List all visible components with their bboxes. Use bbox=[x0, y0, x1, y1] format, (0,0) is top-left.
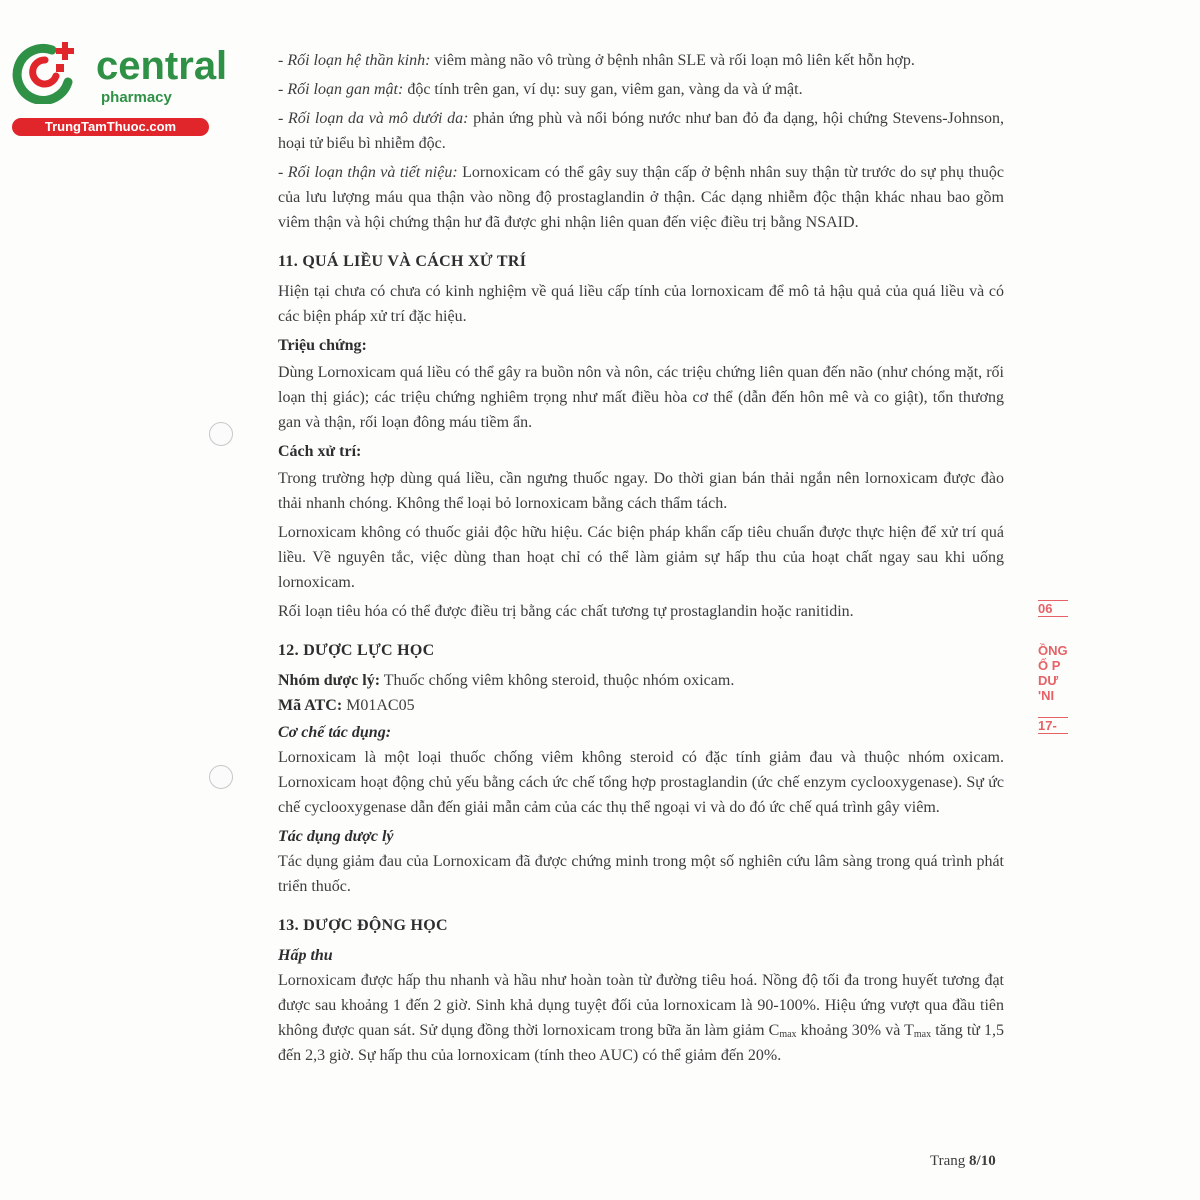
section-11-title: 11. QUÁ LIỀU VÀ CÁCH XỬ TRÍ bbox=[278, 253, 527, 270]
group-label: Nhóm dược lý: bbox=[278, 672, 381, 689]
treatment-text-3: Rối loạn tiêu hóa có thể được điều trị bằng các chất tương tự prostaglandin hoặc ranitidin. bbox=[278, 603, 854, 620]
page-number bbox=[930, 1153, 996, 1170]
item-text: độc tính trên gan, ví dụ: suy gan, viêm gan, vàng da và ứ mật. bbox=[403, 81, 803, 98]
tmax-subscript: max bbox=[913, 1029, 932, 1040]
document-body bbox=[278, 48, 1004, 1072]
symptoms-heading: Triệu chứng: bbox=[278, 337, 367, 354]
treatment-text-1: Trong trường hợp dùng quá liều, cần ngưng thuốc ngay. Do thời gian bán thải ngắn nên lornoxicam được đào thải nhanh chóng. Không thể loại bỏ lornoxicam bằng cách thẩm tách. bbox=[278, 470, 1004, 512]
stamp-line: DƯ bbox=[1038, 673, 1059, 688]
adverse-effect-item bbox=[278, 77, 1004, 102]
logo-site-banner: TrungTamThuoc.com bbox=[12, 118, 209, 136]
overdose-intro: Hiện tại chưa có chưa có kinh nghiệm về quá liều cấp tính của lornoxicam để mô tả hậu quả của quá liều và có các biện pháp xử trí đặc hiệu. bbox=[278, 283, 1004, 325]
adverse-effect-item bbox=[278, 160, 1004, 235]
stamp-line: Ố P bbox=[1038, 658, 1061, 673]
absorption-part: tăng từ 1,5 đến 2,3 giờ. Sự hấp thu của lornoxicam (tính theo AUC) có thể giảm đến 20%. bbox=[278, 1022, 1005, 1064]
section-13-title: 13. DƯỢC ĐỘNG HỌC bbox=[278, 917, 448, 934]
absorption-heading: Hấp thu bbox=[278, 947, 333, 964]
item-text: phản ứng phù và nổi bóng nước như ban đỏ đa dạng, hội chứng Stevens-Johnson, hoại tử biểu bì nhiễm độc. bbox=[278, 110, 1005, 152]
stamp-line: ỒNG bbox=[1038, 643, 1068, 658]
absorption-text bbox=[278, 968, 1004, 1068]
atc-label: Mã ATC: bbox=[278, 697, 343, 714]
item-text: viêm màng não vô trùng ở bệnh nhân SLE và rối loạn mô liên kết hỗn hợp. bbox=[430, 52, 915, 69]
mechanism-heading: Cơ chế tác dụng: bbox=[278, 724, 392, 741]
absorption-part: Lornoxicam được hấp thu nhanh và hầu như hoàn toàn từ đường tiêu hoá. Nồng độ tối đa trong huyết tương đạt được sau khoảng 1 đến 2 giờ. Sinh khả dụng tuyệt đối của lornoxicam là 90-100%. Hiệu ứng vượt qua đầu tiên không được quan sát. Sử dụng đồng thời lornoxicam trong bữa ăn làm giảm C bbox=[278, 972, 1004, 1039]
group-value: Thuốc chống viêm không steroid, thuộc nhóm oxicam. bbox=[380, 672, 735, 689]
item-label: - Rối loạn hệ thần kinh: bbox=[278, 52, 431, 69]
adverse-effect-item bbox=[278, 106, 1004, 156]
cmax-subscript: max bbox=[779, 1029, 797, 1040]
section-12-title: 12. DƯỢC LỰC HỌC bbox=[278, 642, 435, 659]
treatment-text-2: Lornoxicam không có thuốc giải độc hữu hiệu. Các biện pháp khẩn cấp tiêu chuẩn được thực hiện để xử trí quá liều. Về nguyên tắc, việc dùng than hoạt chỉ có thể làm giảm sự hấp thu của hoạt chất ngay sau khi uống lornoxicam. bbox=[278, 524, 1004, 591]
mechanism-text: Lornoxicam là một loại thuốc chống viêm không steroid có đặc tính giảm đau và thuộc nhóm oxicam. Lornoxicam hoạt động chủ yếu bằng cách ức chế tổng hợp prostaglandin (ức chế enzym cyclooxygenase). Sự ức chế cyclooxygenase dẫn đến giải mẫn cảm của các thụ thể ngoại vi và do đó ức chế quá trình gây viêm. bbox=[278, 749, 1004, 816]
effect-text: Tác dụng giảm đau của Lornoxicam đã được chứng minh trong một số nghiên cứu lâm sàng trong quá trình phát triển thuốc. bbox=[278, 853, 1004, 895]
stamp-line: 06 bbox=[1038, 600, 1068, 617]
effect-heading: Tác dụng dược lý bbox=[278, 828, 394, 845]
logo-name: central bbox=[96, 44, 228, 88]
pharmacy-cross-logo-icon bbox=[12, 38, 78, 104]
central-pharmacy-logo[interactable] bbox=[12, 38, 228, 138]
treatment-heading: Cách xử trí: bbox=[278, 443, 362, 460]
stamp-line: 'NI bbox=[1038, 688, 1055, 703]
page-value: 8/10 bbox=[969, 1153, 996, 1169]
punch-hole-top bbox=[209, 422, 233, 446]
item-text: Lornoxicam có thể gây suy thận cấp ở bệnh nhân suy thận từ trước do sự phụ thuộc của lưu lượng máu qua thận vào nồng độ prostaglandin ở thận. Các dạng nhiễm độc thận khác nhau bao gồm viêm thận và hội chứng thận hư đã được ghi nhận liên quan đến việc điều trị bằng NSAID. bbox=[278, 164, 1004, 231]
item-label: - Rối loạn da và mô dưới da: bbox=[278, 110, 469, 127]
atc-code bbox=[278, 693, 1004, 718]
item-label: - Rối loạn thận và tiết niệu: bbox=[278, 164, 458, 181]
stamp-line: 17- bbox=[1038, 717, 1068, 734]
pharmacologic-group bbox=[278, 668, 1004, 693]
page-label: Trang bbox=[930, 1153, 970, 1169]
item-label: - Rối loạn gan mật: bbox=[278, 81, 404, 98]
adverse-effect-item bbox=[278, 48, 1004, 73]
logo-subtitle: pharmacy bbox=[101, 89, 172, 106]
punch-hole-bottom bbox=[209, 765, 233, 789]
red-stamp-fragment bbox=[1038, 600, 1068, 770]
absorption-part: khoảng 30% và T bbox=[796, 1022, 914, 1039]
symptoms-text: Dùng Lornoxicam quá liều có thể gây ra buồn nôn và nôn, các triệu chứng liên quan đến não (như chóng mặt, rối loạn thị giác); các triệu chứng nghiêm trọng như mất điều hòa cơ thể (dẫn đến hôn mê và co giật), tổn thương gan và thận, rối loạn đông máu tiềm ẩn. bbox=[278, 364, 1004, 431]
atc-value: M01AC05 bbox=[342, 697, 415, 714]
